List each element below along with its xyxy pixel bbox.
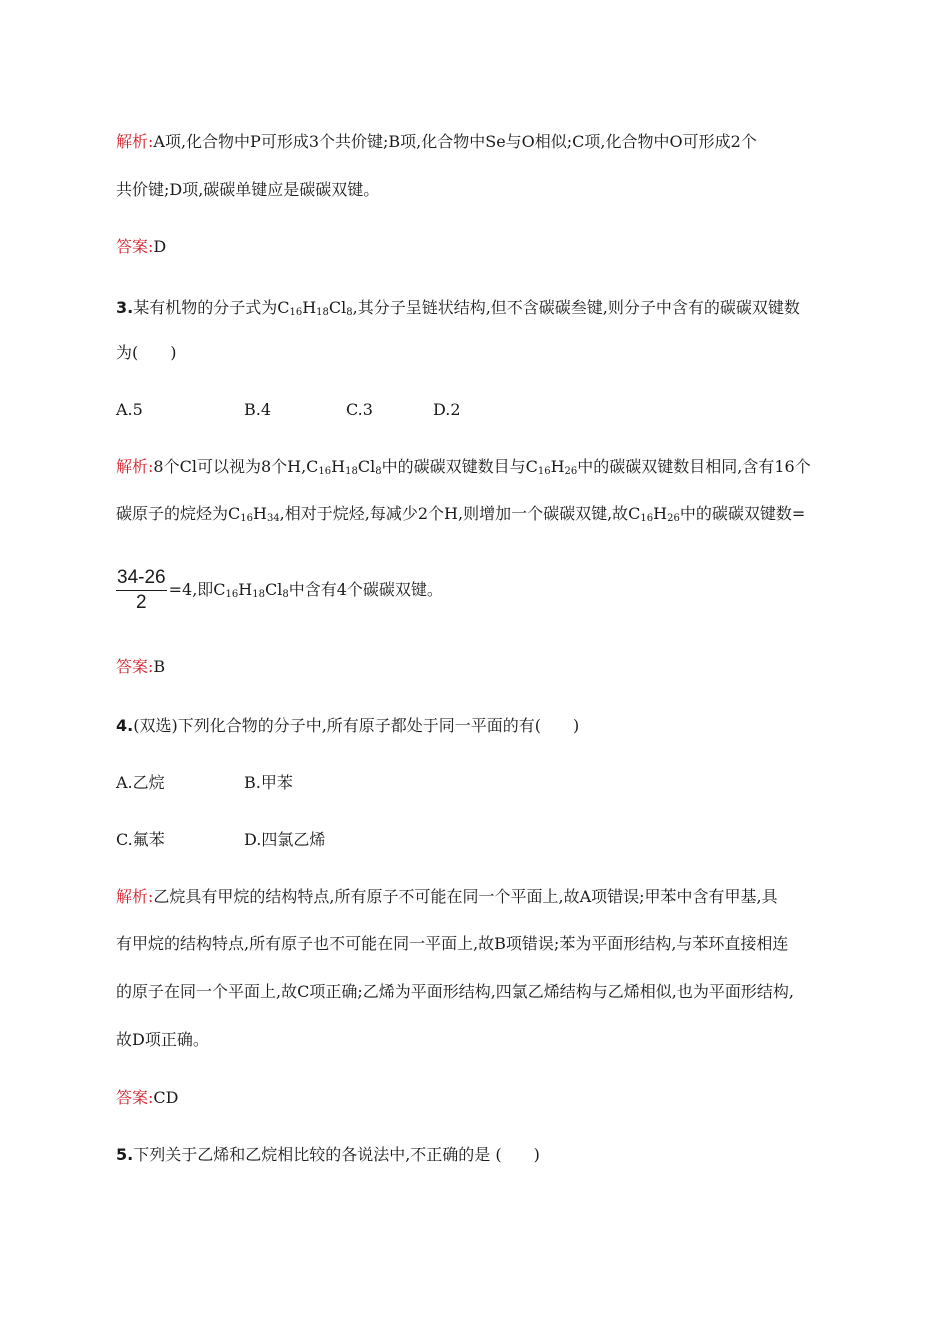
q3-sol-line1 — [116, 455, 811, 479]
option-a: A.乙烷 — [116, 773, 165, 792]
q3-sol-line2 — [116, 502, 805, 526]
q4-stem — [116, 714, 579, 738]
subscript: 16 — [240, 513, 253, 524]
answer-label: 答案: — [116, 657, 154, 676]
answer-label: 答案: — [116, 237, 154, 256]
answer2 — [116, 235, 166, 259]
option-b: B.甲苯 — [244, 773, 293, 792]
solution-text: ,相对于烷烃,每减少2个H,则增加一个碳碳双键,故C — [279, 504, 641, 523]
option-b: B.4 — [244, 400, 272, 419]
solution-text: 碳原子的烷烃为C — [116, 504, 241, 523]
subscript: 16 — [537, 466, 551, 477]
stem-text: H — [302, 298, 317, 317]
subscript: 8 — [282, 589, 289, 600]
question-number: 5. — [116, 1145, 134, 1164]
subscript: 16 — [640, 513, 654, 524]
subscript: 8 — [375, 466, 382, 477]
solution-text: 中的碳碳双键数目与C — [381, 457, 538, 476]
answer-value: B — [153, 657, 166, 676]
q3-sol-line3 — [116, 566, 443, 615]
subscript: 16 — [289, 307, 303, 318]
solution-text: H — [252, 504, 267, 523]
solution-text: Cl — [357, 457, 376, 476]
answer3 — [116, 655, 165, 679]
solution-label: 解析: — [116, 457, 154, 476]
solution-text: 乙烷具有甲烷的结构特点,所有原子不可能在同一个平面上,故A项错误;甲苯中含有甲基,具 — [153, 887, 778, 906]
q4-sol-line3: 的原子在同一个平面上,故C项正确;乙烯为平面形结构,四氯乙烯结构与乙烯相似,也为平面形结构, — [116, 982, 794, 1001]
fraction — [116, 566, 167, 615]
solution-text: 中的碳碳双键数= — [679, 504, 806, 523]
fraction-numerator: 34-26 — [116, 566, 167, 591]
sol2-line1 — [116, 130, 757, 154]
option-d: D.四氯乙烯 — [244, 830, 326, 849]
stem-text: Cl — [328, 298, 347, 317]
q4-sol-line1 — [116, 885, 778, 909]
subscript: 18 — [252, 589, 265, 600]
answer-value: D — [153, 237, 167, 256]
solution-text: 中的碳碳双键数目相同,含有16个 — [577, 457, 811, 476]
question-number: 3. — [116, 298, 134, 317]
sol2-line2: 共价键;D项,碳碳单键应是碳碳双键。 — [116, 180, 380, 199]
q4-sol-line4: 故D项正确。 — [116, 1030, 209, 1049]
solution-text: =4,即C — [168, 580, 226, 599]
subscript: 34 — [266, 513, 280, 524]
subscript: 26 — [667, 513, 680, 524]
q3-stem-line2: 为( ) — [116, 343, 177, 362]
subscript: 8 — [346, 307, 353, 318]
solution-text: 8个Cl可以视为8个H,C — [153, 457, 319, 476]
option-a: A.5 — [116, 400, 143, 419]
option-c: C.氟苯 — [116, 830, 165, 849]
answer-label: 答案: — [116, 1088, 154, 1107]
q3-stem-line1 — [116, 296, 800, 320]
q4-sol-line2: 有甲烷的结构特点,所有原子也不可能在同一平面上,故B项错误;苯为平面形结构,与苯环直接相连 — [116, 934, 789, 953]
answer4 — [116, 1086, 178, 1110]
fraction-denominator: 2 — [136, 592, 147, 613]
stem-text: 下列关于乙烯和乙烷相比较的各说法中,不正确的是 ( ) — [133, 1145, 540, 1164]
stem-text: ,其分子呈链状结构,但不含碳碳叁键,则分子中含有的碳碳双键数 — [352, 298, 800, 317]
solution-text: H — [238, 580, 253, 599]
solution-text: A项,化合物中P可形成3个共价键;B项,化合物中Se与O相似;C项,化合物中O可形成2个 — [153, 132, 757, 151]
solution-text: H — [550, 457, 565, 476]
subscript: 18 — [345, 466, 358, 477]
subscript: 26 — [564, 466, 578, 477]
question-number: 4. — [116, 716, 134, 735]
q5-stem — [116, 1143, 540, 1167]
option-d: D.2 — [433, 400, 461, 419]
subscript: 16 — [318, 466, 332, 477]
solution-text: Cl — [264, 580, 283, 599]
subscript: 18 — [316, 307, 329, 318]
subscript: 16 — [225, 589, 239, 600]
stem-text: (双选)下列化合物的分子中,所有原子都处于同一平面的有( ) — [133, 716, 580, 735]
option-c: C.3 — [346, 400, 373, 419]
solution-text: 中含有4个碳碳双键。 — [288, 580, 443, 599]
solution-label: 解析: — [116, 132, 154, 151]
stem-text: 某有机物的分子式为C — [133, 298, 290, 317]
solution-text: H — [653, 504, 668, 523]
solution-text: H — [331, 457, 346, 476]
solution-label: 解析: — [116, 887, 154, 906]
answer-value: CD — [153, 1088, 179, 1107]
